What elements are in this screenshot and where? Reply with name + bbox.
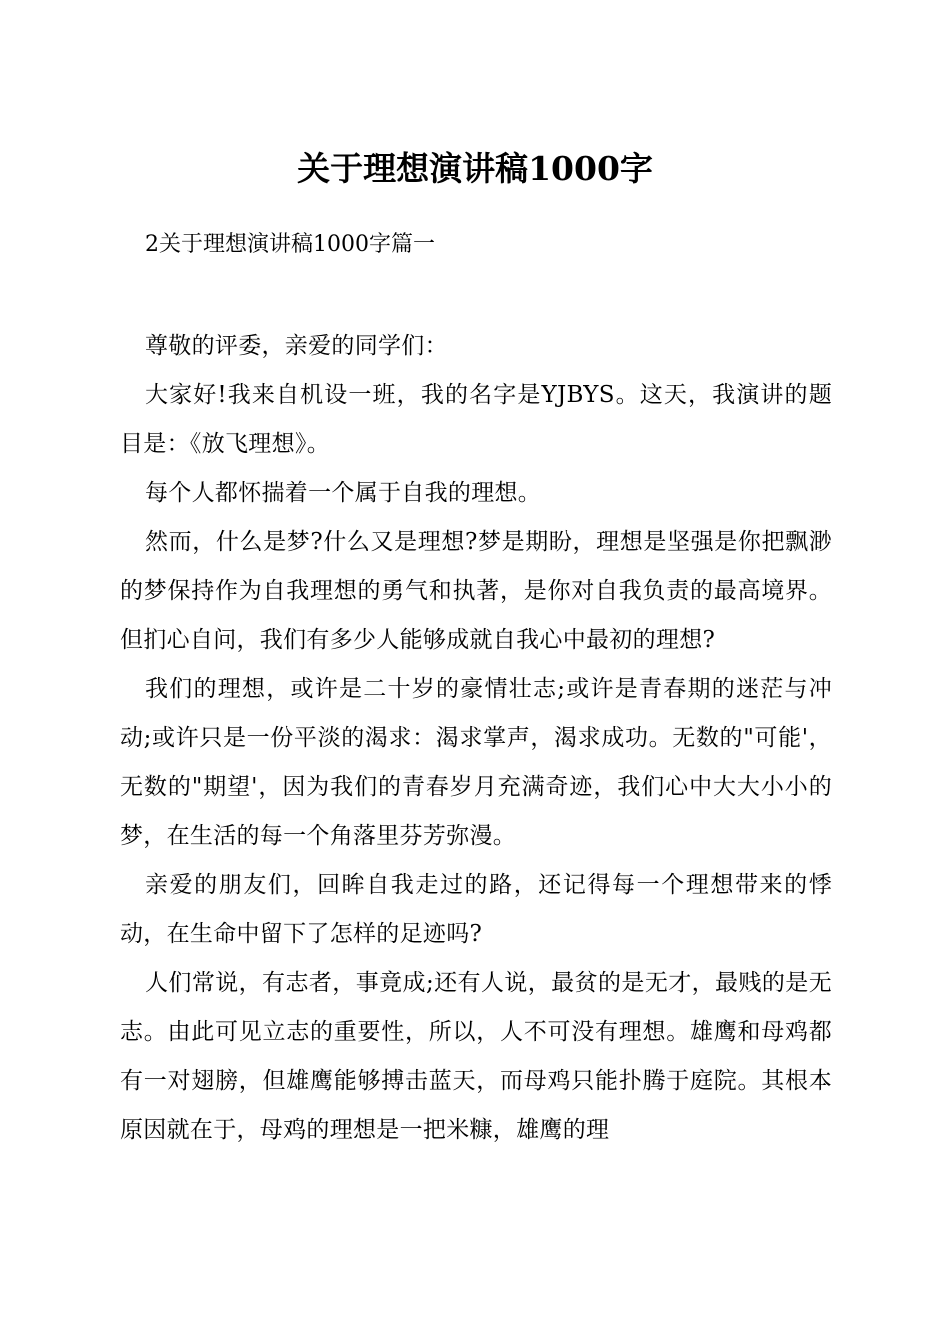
paragraph-look-back: 亲爱的朋友们，回眸自我走过的路，还记得每一个理想带来的悸动，在生命中留下了怎样的足迹吗? [120, 872, 832, 947]
paragraph-dream-vs-ideal: 然而，什么是梦?什么又是理想?梦是期盼，理想是坚强是你把飘渺的梦保持作为自我理想的勇气和执著，是你对自我负责的最高境界。但扪心自问，我们有多少人能够成就自我心中最初的理想? [120, 529, 832, 653]
paragraph-our-ideals: 我们的理想，或许是二十岁的豪情壮志;或许是青春期的迷茫与冲动;或许只是一份平淡的渴求：渴求掌声，渴求成功。无数的"可能'，无数的"期望'，因为我们的青春岁月充满奇迹，我们心中大大小小的梦，在生活的每一个角落里芬芳弥漫。 [120, 676, 832, 849]
paragraph-introduction: 大家好!我来自机设一班，我的名字是YJBYS。这天，我演讲的题目是：《放飞理想》。 [120, 382, 832, 457]
paragraph-greeting: 尊敬的评委，亲爱的同学们： [145, 333, 448, 359]
document-title: 关于理想演讲稿1000字 [297, 149, 653, 188]
document-subtitle: 2关于理想演讲稿1000字篇一 [145, 232, 435, 257]
paragraph-everyone-has-ideal: 每个人都怀揣着一个属于自我的理想。 [145, 480, 542, 506]
paragraph-ambition: 人们常说，有志者，事竟成;还有人说，最贫的是无才，最贱的是无志。由此可见立志的重要性，所以，人不可没有理想。雄鹰和母鸡都有一对翅膀，但雄鹰能够搏击蓝天，而母鸡只能扑腾于庭院。其根本原因就在于，母鸡的理想是一把米糠，雄鹰的理 [120, 970, 832, 1143]
document-body [120, 322, 832, 1155]
